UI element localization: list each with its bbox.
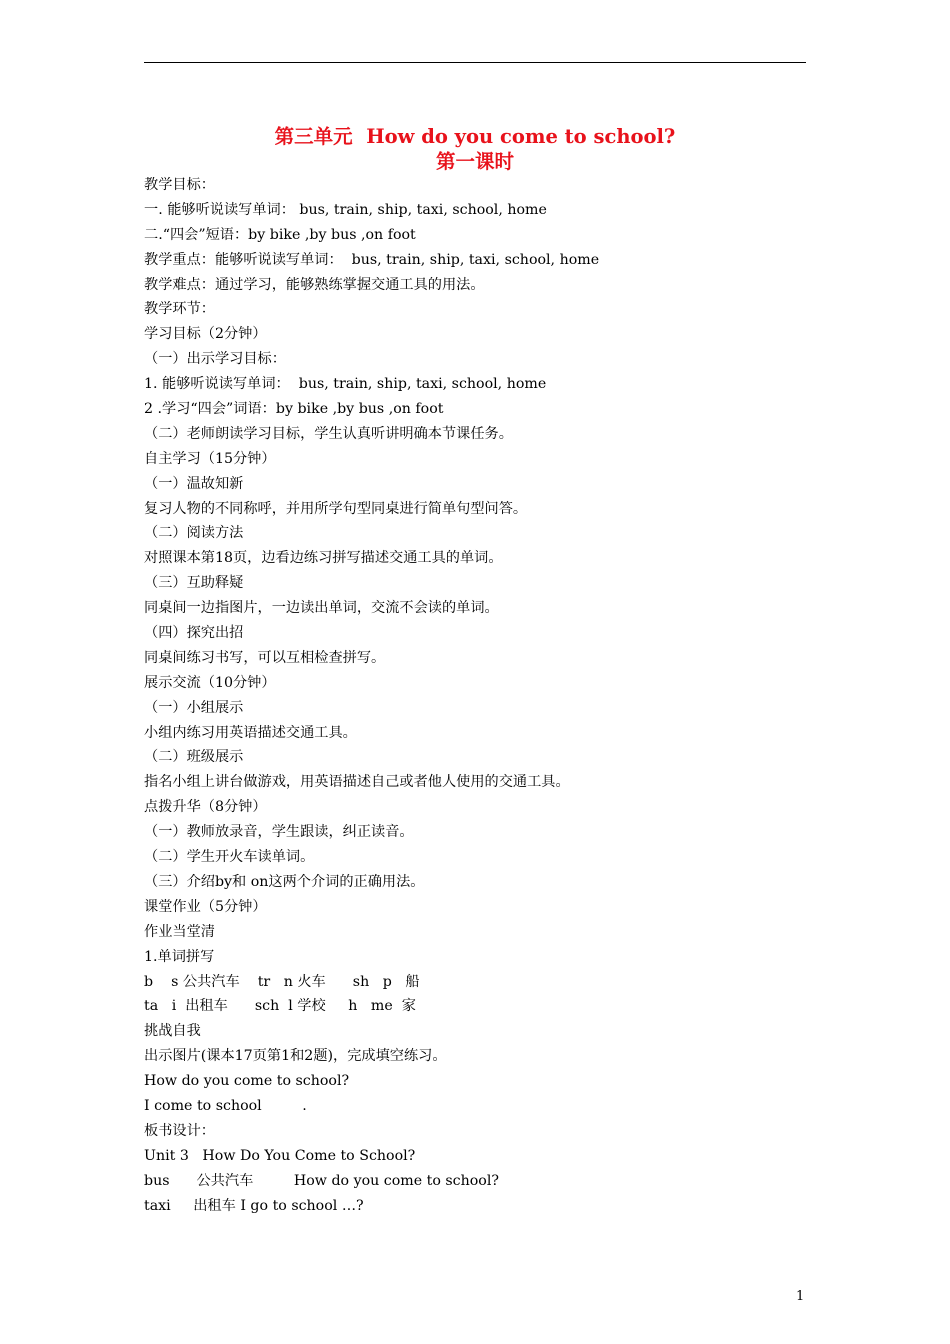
text-line: （三）互助释疑	[144, 575, 244, 592]
text-line: ta i 出租车 sch l 学校 h me 家	[144, 998, 416, 1015]
unit-title: 第三单元 How do you come to school?	[274, 125, 676, 148]
text-line: 教学难点：通过学习，能够熟练掌握交通工具的用法。	[144, 276, 485, 293]
text-line: （四）探究出招	[144, 625, 244, 642]
text-line: （一）小组展示	[144, 699, 244, 716]
text-line: （一）温故知新	[144, 475, 244, 492]
text-line: 1. 能够听说读写单词： bus, train, ship, taxi, school, home	[144, 376, 547, 393]
text-line: 教学环节：	[144, 301, 215, 318]
page-number: 1	[796, 1289, 805, 1304]
text-line: 一. 能够听说读写单词： bus, train, ship, taxi, school, home	[144, 201, 547, 218]
text-line: 课堂作业（5分钟）	[144, 898, 267, 915]
text-line: 教学目标：	[144, 177, 215, 193]
text-line: （二）学生开火车读单词。	[144, 849, 315, 866]
text-line: 同桌间一边指图片，一边读出单词，交流不会读的单词。	[144, 600, 499, 617]
text-line: 教学重点：能够听说读写单词： bus, train, ship, taxi, school, home	[144, 251, 600, 268]
text-line: Unit 3 How Do You Come to School?	[144, 1147, 416, 1164]
text-line: 学习目标（2分钟）	[144, 326, 267, 343]
document-body	[144, 173, 824, 1218]
text-line: （二）老师朗读学习目标，学生认真听讲明确本节课任务。	[144, 425, 513, 442]
text-line: （一）教师放录音，学生跟读，纠正读音。	[144, 824, 414, 841]
text-line: 2 .学习“四会”词语：by bike ,by bus ,on foot	[144, 401, 444, 418]
text-line: （二）班级展示	[144, 749, 244, 766]
text-line: （二）阅读方法	[144, 525, 244, 542]
text-line: b s 公共汽车 tr n 火车 sh p 船	[144, 973, 420, 990]
lesson-subtitle: 第一课时	[435, 150, 514, 173]
text-line: 小组内练习用英语描述交通工具。	[144, 724, 357, 741]
text-line: 复习人物的不同称呼，并用所学句型同桌进行简单句型问答。	[144, 500, 528, 517]
text-line: 1.单词拼写	[144, 948, 215, 965]
header-rule	[144, 62, 806, 63]
text-line: 自主学习（15分钟）	[144, 450, 276, 467]
text-line: 作业当堂清	[144, 923, 215, 940]
text-line: bus 公共汽车 How do you come to school?	[144, 1172, 499, 1189]
text-line: taxi 出租车 I go to school …?	[144, 1197, 364, 1214]
text-line: 出示图片(课本17页第1和2题)，完成填空练习。	[144, 1048, 447, 1065]
text-line: 同桌间练习书写，可以互相检查拼写。	[144, 649, 386, 666]
text-line: （一）出示学习目标：	[144, 351, 286, 368]
text-line: （三）介绍by和 on这两个介词的正确用法。	[144, 873, 425, 890]
text-line: 对照课本第18页，边看边练习拼写描述交通工具的单词。	[144, 550, 503, 567]
text-line: 板书设计：	[144, 1122, 215, 1139]
text-line: 挑战自我	[144, 1023, 201, 1040]
text-line: How do you come to school?	[144, 1073, 350, 1090]
text-line: 展示交流（10分钟）	[144, 674, 276, 691]
text-line: I come to school .	[144, 1097, 307, 1114]
text-line: 点拨升华（8分钟）	[144, 799, 267, 816]
text-line: 指名小组上讲台做游戏，用英语描述自己或者他人使用的交通工具。	[144, 774, 570, 791]
text-line: 二.“四会”短语：by bike ,by bus ,on foot	[144, 226, 416, 243]
